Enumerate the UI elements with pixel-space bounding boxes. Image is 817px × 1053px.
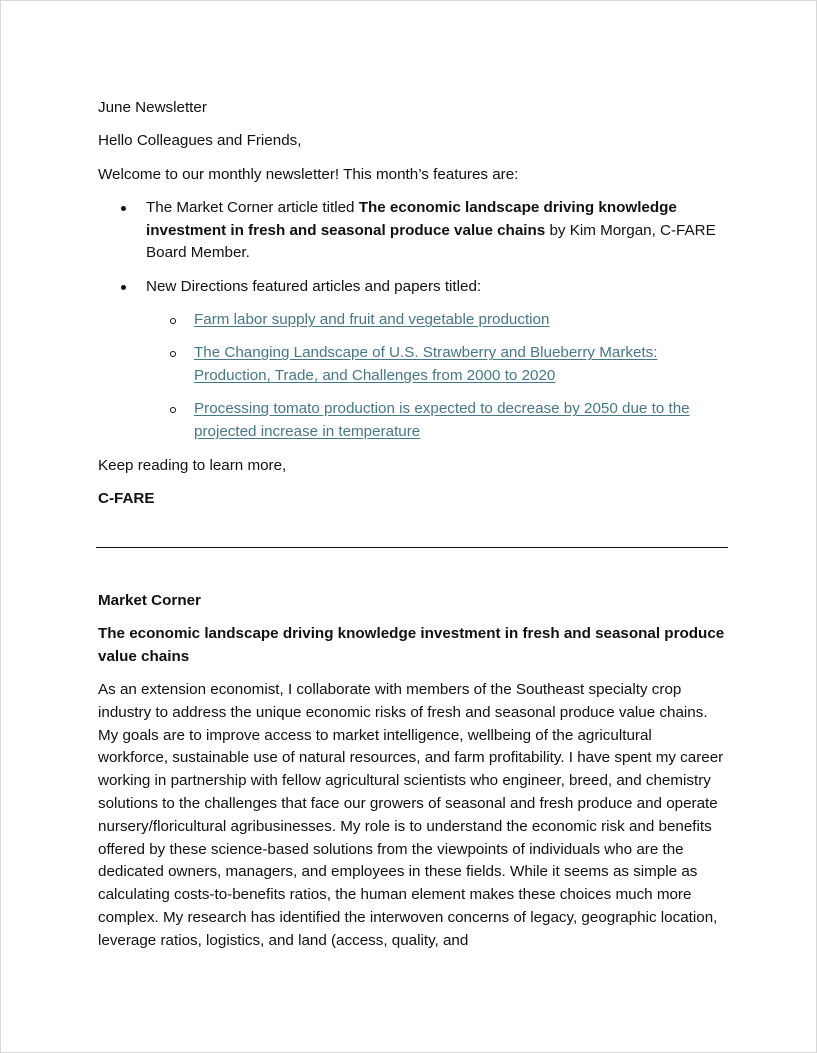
feature-item-new-directions bbox=[98, 276, 726, 444]
feature-prefix: The Market Corner article titled bbox=[146, 198, 359, 216]
document-content bbox=[98, 97, 726, 963]
article-title: The economic landscape driving knowledge investment in fresh and seasonal produce value chains bbox=[98, 624, 725, 665]
bullet-icon bbox=[121, 206, 126, 211]
sub-bullet-icon bbox=[170, 351, 176, 357]
sub-bullet-icon bbox=[170, 318, 176, 324]
intro-text: Welcome to our monthly newsletter! This month’s features are: bbox=[98, 165, 519, 183]
link-item bbox=[146, 342, 726, 388]
feature-byline: by Kim Morgan, C-FARE Board Member. bbox=[146, 221, 716, 262]
article-body: As an extension economist, I collaborate with members of the Southeast specialty crop industry to address the unique economic risks of fresh and seasonal produce value chains. My goals are to improve access to market intelligence, wellbeing of the agricultural workforce, sustainable use of natural resources, and farm profitability. I have spent my career working in partnership with fellow agricultural scientists who engineer, breed, and chemistry solutions to the challenges that face our growers of seasonal and fresh produce and operate nursery/floricultural agribusinesses. My role is to understand the economic risk and benefits offered by these science-based solutions from the viewpoints of individuals who are the dedicated owners, managers, and employees in these fields. While it seems as simple as calculating costs-to-benefits ratios, the human element makes these choices much more complex. My research has identified the interwoven concerns of legacy, geographic location, leverage ratios, logistics, and land (access, quality, and bbox=[98, 681, 724, 949]
bullet-icon bbox=[121, 285, 126, 290]
link-item bbox=[146, 309, 726, 332]
section-title: Market Corner bbox=[98, 591, 201, 609]
feature-article-title: The economic landscape driving knowledge investment in fresh and seasonal produce value chains bbox=[146, 198, 677, 239]
new-directions-links bbox=[146, 309, 726, 444]
link-item bbox=[146, 398, 726, 444]
link-strawberry-blueberry-markets[interactable]: The Changing Landscape of U.S. Strawberry and Blueberry Markets: Production, Trade, and Challenges from 2000 to 2020 bbox=[194, 344, 658, 385]
newsletter-title: June Newsletter bbox=[98, 99, 207, 116]
feature-prefix: New Directions featured articles and papers titled: bbox=[146, 277, 482, 295]
closing-text: Keep reading to learn more, bbox=[98, 456, 287, 474]
sub-bullet-icon bbox=[170, 407, 176, 413]
feature-item-market-corner bbox=[98, 197, 726, 265]
section-divider bbox=[96, 547, 728, 548]
signature: C-FARE bbox=[98, 489, 155, 507]
greeting: Hello Colleagues and Friends, bbox=[98, 132, 302, 150]
link-farm-labor-supply[interactable]: Farm labor supply and fruit and vegetable production bbox=[194, 311, 550, 329]
link-processing-tomato-production[interactable]: Processing tomato production is expected to decrease by 2050 due to the projected increase in temperature bbox=[194, 400, 690, 441]
features-list bbox=[98, 197, 726, 444]
